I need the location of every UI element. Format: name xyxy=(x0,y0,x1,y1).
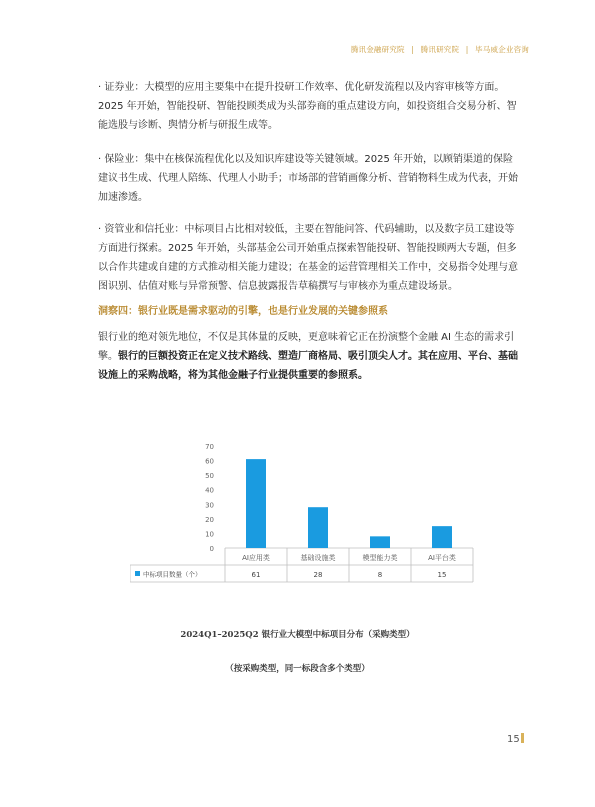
banking-text: 银行业的绝对领先地位，不仅是其体量的反映，更意味着它正在扮演整个金融 AI 生态的需求引擎。 xyxy=(98,332,515,362)
y-tick-label: 20 xyxy=(205,515,214,524)
bar xyxy=(432,526,452,548)
header-item-3: 毕马威企业咨询 xyxy=(475,45,529,54)
legend-swatch xyxy=(135,571,140,576)
header-separator: | xyxy=(465,45,469,54)
data-label: 28 xyxy=(313,571,323,579)
y-tick-label: 40 xyxy=(205,486,214,495)
chart-note: （按采购类型，同一标段含多个类型） xyxy=(225,664,370,674)
paragraph-banking xyxy=(98,328,518,385)
chart-title: 2024Q1–2025Q2 银行业大模型中标项目分布（采购类型） xyxy=(180,630,415,640)
header-item-2: 腾讯研究院 xyxy=(420,45,460,54)
header-item-1: 腾讯金融研究院 xyxy=(350,45,405,54)
data-label: 15 xyxy=(437,571,447,579)
data-label: 61 xyxy=(251,571,261,579)
bar-chart xyxy=(130,438,500,588)
y-tick-label: 30 xyxy=(205,501,214,510)
legend-label: 中标项目数量（个） xyxy=(143,570,202,579)
banking-bold-text: 银行的巨额投资正在定义技术路线、塑造厂商格局、吸引顶尖人才。其在应用、平台、基础设施上的采购战略，将为其他金融子行业提供重要的参照系。 xyxy=(98,351,518,381)
paragraph-asset-management: · 资管业和信托业：中标项目占比相对较低，主要在智能问答、代码辅助，以及数字员工建设等方面进行探索。2025 年开始，头部基金公司开始重点探索智能投研、智能投顾两大专题，但多以合作共建或自建的方式推动相关能力建设；在基金的运营管理相关工作中，交易指令处理与意图识别、估值对账与异常预警、信息披露报告草稿撰写与审核亦为重点建设场景。 xyxy=(98,224,518,292)
category-label: 模型能力类 xyxy=(362,554,398,562)
bar xyxy=(308,507,328,548)
bar xyxy=(370,536,390,548)
y-tick-label: 0 xyxy=(209,545,214,553)
page-header xyxy=(351,44,529,55)
y-tick-label: 70 xyxy=(205,443,214,451)
page-number-accent xyxy=(521,733,524,743)
category-label: 基础设施类 xyxy=(300,554,336,562)
y-tick-label: 50 xyxy=(205,472,214,481)
page-number-text: 15 xyxy=(507,734,520,745)
header-separator: | xyxy=(411,45,415,54)
insight-heading: 洞察四：银行业既是需求驱动的引擎，也是行业发展的关键参照系 xyxy=(98,306,388,317)
bar xyxy=(246,459,266,548)
paragraph-securities: · 证券业：大模型的应用主要集中在提升投研工作效率、优化研发流程以及内容审核等方面。2025 年开始，智能投研、智能投顾类成为头部券商的重点建设方向，如投资组合交易分析、智能选股与诊断、舆情分析与研报生成等。 xyxy=(98,82,517,131)
category-label: AI平台类 xyxy=(428,554,456,562)
paragraph-insurance: · 保险业：集中在核保流程优化以及知识库建设等关键领域。2025 年开始，以顾销渠道的保险建议书生成、代理人陪练、代理人小助手；市场部的营销画像分析、营销物料生成为代表，开始加速渗透。 xyxy=(98,154,518,203)
data-label: 8 xyxy=(377,571,383,579)
y-tick-label: 60 xyxy=(205,457,214,466)
page-number xyxy=(507,733,524,745)
category-label: AI应用类 xyxy=(242,554,270,562)
y-tick-label: 10 xyxy=(205,530,214,539)
